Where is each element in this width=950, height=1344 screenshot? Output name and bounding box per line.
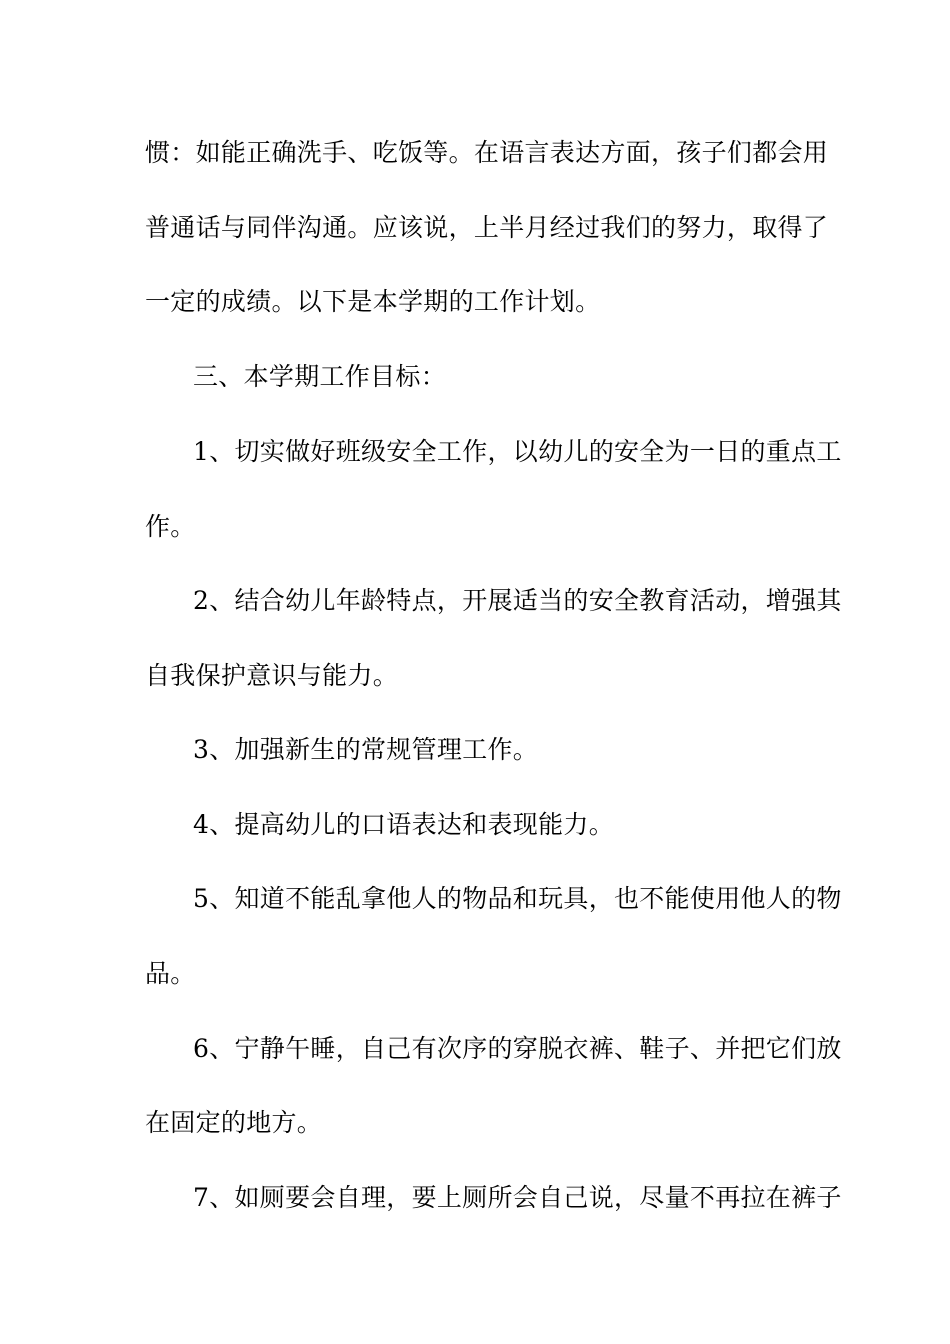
- list-item: 2、结合幼儿年龄特点，开展适当的安全教育活动，增强其: [193, 586, 842, 615]
- text-line: 自我保护意识与能力。: [145, 661, 399, 690]
- section-heading: 三、本学期工作目标：: [193, 362, 447, 391]
- list-item: 3、加强新生的常规管理工作。: [193, 735, 539, 764]
- list-item: 6、宁静午睡，自己有次序的穿脱衣裤、鞋子、并把它们放: [193, 1034, 842, 1063]
- text-line: 一定的成绩。以下是本学期的工作计划。: [145, 287, 601, 316]
- text-line: 作。: [145, 512, 196, 541]
- text-line: 普通话与同伴沟通。应该说，上半月经过我们的努力，取得了: [145, 213, 829, 242]
- list-item: 5、知道不能乱拿他人的物品和玩具，也不能使用他人的物: [193, 884, 842, 913]
- text-line: 品。: [145, 959, 196, 988]
- text-line: 惯：如能正确洗手、吃饭等。在语言表达方面，孩子们都会用: [145, 138, 829, 167]
- text-line: 在固定的地方。: [145, 1108, 323, 1137]
- list-item: 1、切实做好班级安全工作，以幼儿的安全为一日的重点工: [193, 437, 842, 466]
- list-item: 4、提高幼儿的口语表达和表现能力。: [193, 810, 615, 839]
- list-item: 7、如厕要会自理，要上厕所会自己说，尽量不再拉在裤子: [193, 1183, 842, 1212]
